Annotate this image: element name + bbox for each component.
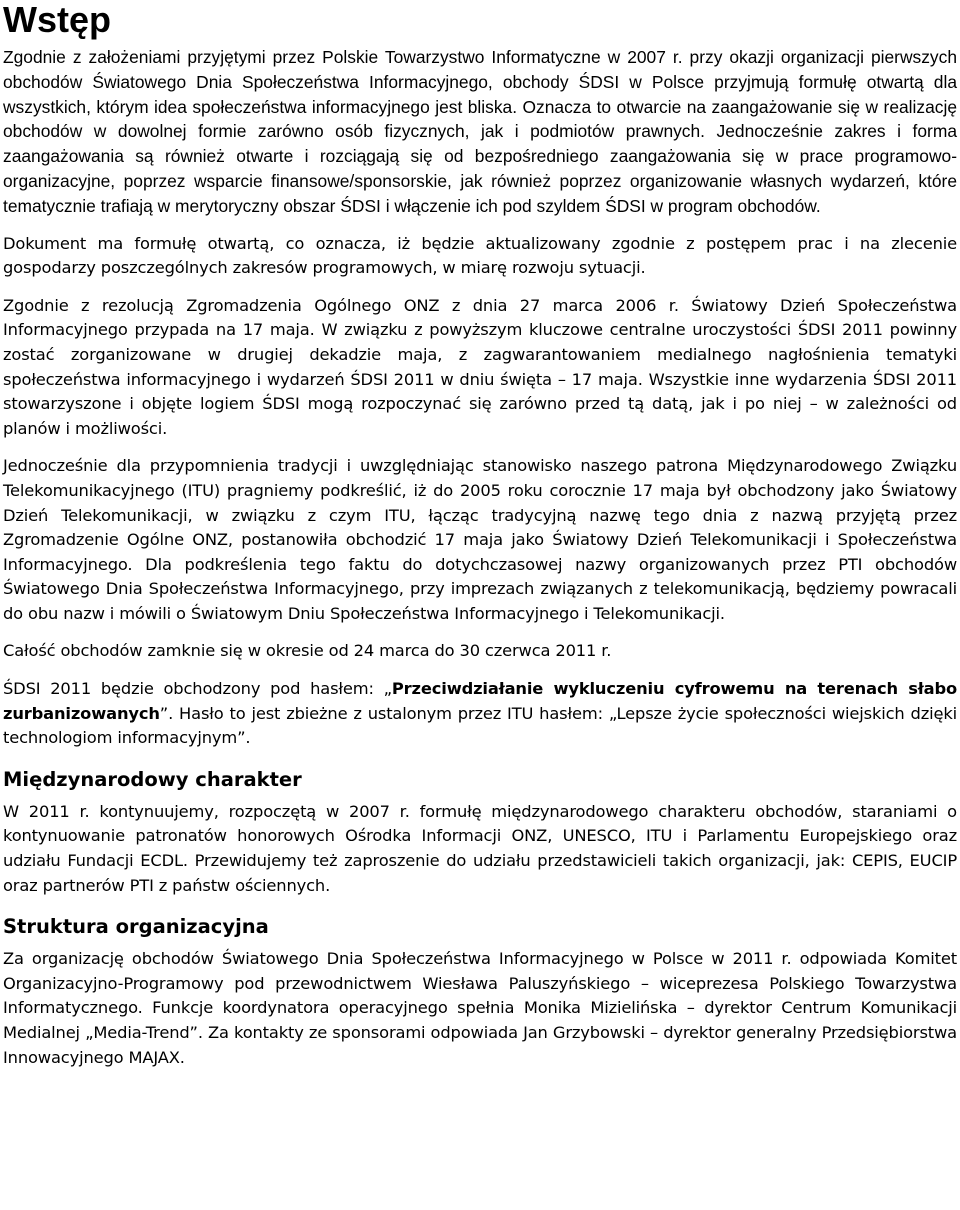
paragraph-un-resolution: Zgodnie z rezolucją Zgromadzenia Ogólnego ONZ z dnia 27 marca 2006 r. Światowy Dzień Społeczeństwa Informacyjnego przypada na 17 maja. W związku z powyższym kluczowe centralne uroczystości ŚDSI 2011 powinny zostać zorganizowane w drugiej dekadzie maja, z zagwarantowaniem medialnego nagłośnienia tematyki społeczeństwa informacyjnego i wydarzeń ŚDSI 2011 w dniu święta – 17 maja. Wszystkie inne wydarzenia ŚDSI 2011 stowarzyszone i objęte logiem ŚDSI mogą rozpoczynać się zarówno przed tą datą, jak i po niej – w zależności od planów i możliwości.: [3, 295, 957, 438]
motto-intro: ŚDSI 2011 będzie obchodzony pod hasłem: „: [3, 679, 392, 699]
paragraph-international: W 2011 r. kontynuujemy, rozpoczętą w 2007 r. formułę międzynarodowego charakteru obchodów, staraniami o kontynuowanie patronatów honorowych Ośrodka Informacji ONZ, UNESCO, ITU i Parlamentu Europejskiego oraz udziału Fundacji ECDL. Przewidujemy też zaproszenie do udziału przedstawicieli takich organizacji, jak: CEPIS, EUCIP oraz partnerów PTI z państw ościennych.: [3, 801, 957, 895]
paragraph-itu-tradition: Jednocześnie dla przypomnienia tradycji i uwzględniając stanowisko naszego patrona Międzynarodowego Związku Telekomunikacyjnego (ITU) pragniemy podkreślić, iż do 2005 roku corocznie 17 maja był obchodzony jako Światowy Dzień Telekomunikacji, w związku z czym ITU, łącząc tradycyjną nazwę tego dnia z nazwą przyjętą przez Zgromadzenie Ogólne ONZ, postanowiła obchodzić 17 maja jako Światowy Dzień Telekomunikacji i Społeczeństwa Informacyjnego. Dla podkreślenia tego faktu do dotychczasowej nazwy organizowanych przez PTI obchodów Światowego Dnia Społeczeństwa Informacyjnego, przy imprezach związanych z telekomunikacją, będziemy powracali do obu nazw i mówili o Światowym Dniu Społeczeństwa Informacyjnego i Telekomunikacji.: [3, 456, 957, 623]
paragraph-intro-part-2: Oznacza to otwarcie na zaangażowanie się w realizację obchodów w dowolnej formie zarówno osób fizycznych, jak i podmiotów prawnych. Jednocześnie zakres i forma zaangażowania są również otwarte i rozciągają się od bezpośredniego zaangażowania się w prace programowo-organizacyjne, poprzez wsparcie finansowe/sponsorskie, jak również poprzez organizowanie własnych wydarzeń, które tematycznie trafiają w merytoryczny obszar ŚDSI i włączenie ich pod szyldem ŚDSI w program obchodów.: [3, 96, 957, 216]
motto-itu: ”. Hasło to jest zbieżne z ustalonym przez ITU hasłem: „Lepsze życie społeczności wiejskich dzięki technologiom informacyjnym”.: [3, 703, 957, 748]
paragraph-intro-part-1: Zgodnie z założeniami przyjętymi przez Polskie Towarzystwo Informatyczne w 2007 r. przy okazji organizacji pierwszych obchodów Światowego Dnia Społeczeństwa Informacyjnego, obchody ŚDSI w Polsce przyjmują formułę otwartą dla wszystkich, którym idea społeczeństwa informacyjnego jest bliska.: [3, 47, 957, 117]
paragraph-duration: Całość obchodów zamknie się w okresie od 24 marca do 30 czerwca 2011 r.: [3, 641, 612, 661]
paragraph-intro: [3, 45, 957, 219]
paragraph-motto: [3, 677, 957, 751]
paragraph-structure: Za organizację obchodów Światowego Dnia Społeczeństwa Informacyjnego w Polsce w 2011 r. odpowiada Komitet Organizacyjno-Programowy pod przewodnictwem Wiesława Paluszyńskiego – wiceprezesa Polskiego Towarzystwa Informatycznego. Funkcje koordynatora operacyjnego spełnia Monika Mizielińska – dyrektor Centrum Komunikacji Medialnej „Media-Trend”. Za kontakty ze sponsorami odpowiada Jan Grzybowski – dyrektor generalny Przedsiębiorstwa Innowacyjnego MAJAX.: [3, 949, 957, 1067]
section-heading-international: Międzynarodowy charakter: [3, 767, 302, 791]
page-title: Wstęp: [3, 0, 111, 40]
paragraph-open-formula: Dokument ma formułę otwartą, co oznacza, iż będzie aktualizowany zgodnie z postępem prac i na zlecenie gospodarzy poszczególnych zakresów programowych, w miarę rozwoju sytuacji.: [3, 233, 957, 278]
section-heading-structure: Struktura organizacyjna: [3, 915, 269, 939]
motto-text: Przeciwdziałanie wykluczeniu cyfrowemu na terenach słabo zurbanizowanych: [3, 679, 958, 723]
